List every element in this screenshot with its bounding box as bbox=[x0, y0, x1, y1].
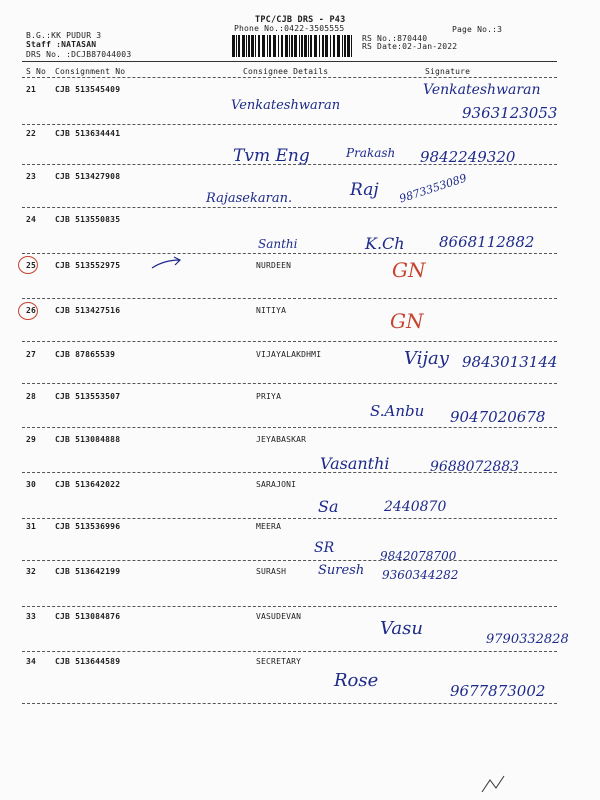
barcode-bar bbox=[319, 35, 320, 57]
row-divider bbox=[22, 472, 557, 473]
barcode-bar bbox=[337, 35, 340, 57]
handwritten-phone: 9843013144 bbox=[462, 353, 558, 371]
column-header-consignment: Consignment No bbox=[55, 67, 126, 76]
phone-number: Phone No.:0422-3505555 bbox=[234, 24, 345, 33]
barcode-bar bbox=[242, 35, 245, 57]
row-consignment-no: CJB 513634441 bbox=[55, 129, 121, 138]
barcode-bar bbox=[322, 35, 324, 57]
row-sno: 30 bbox=[26, 480, 37, 489]
barcode-bar bbox=[285, 35, 288, 57]
handwritten-signature: Rose bbox=[334, 670, 379, 691]
barcode-bar bbox=[248, 35, 250, 57]
handwritten-phone: 9363123053 bbox=[462, 104, 558, 122]
barcode-bar bbox=[351, 35, 352, 57]
barcode-bar bbox=[281, 35, 283, 57]
row-divider bbox=[22, 124, 557, 125]
row-consignee: VASUDEVAN bbox=[256, 612, 302, 621]
row-consignment-no: CJB 513536996 bbox=[55, 522, 121, 531]
row-consignment-no: CJB 513644589 bbox=[55, 657, 121, 666]
row-consignment-no: CJB 513550835 bbox=[55, 215, 121, 224]
row-sno: 27 bbox=[26, 350, 37, 359]
barcode-bar bbox=[291, 35, 293, 57]
barcode-bar bbox=[258, 35, 260, 57]
row-sno: 26 bbox=[26, 306, 37, 315]
handwritten-phone: 2440870 bbox=[384, 499, 447, 515]
row-sno: 34 bbox=[26, 657, 37, 666]
branch-label: B.G.:KK PUDUR 3 bbox=[26, 31, 102, 40]
row-sno: 24 bbox=[26, 215, 37, 224]
row-consignee: PRIYA bbox=[256, 392, 282, 401]
barcode-bar bbox=[238, 35, 240, 57]
row-divider bbox=[22, 651, 557, 652]
barcode-bar bbox=[255, 35, 256, 57]
row-consignment-no: CJB 513545409 bbox=[55, 85, 121, 94]
column-header-divider bbox=[22, 77, 557, 78]
row-consignee: NURDEEN bbox=[256, 261, 292, 270]
barcode-bar bbox=[347, 35, 350, 57]
barcode-bar bbox=[301, 35, 303, 57]
handwritten-signature: Venkateshwaran bbox=[423, 82, 541, 98]
scan-artifact bbox=[478, 772, 508, 796]
handwritten-phone: 9842249320 bbox=[420, 148, 516, 166]
row-sno: 25 bbox=[26, 261, 37, 270]
barcode-bar bbox=[273, 35, 276, 57]
barcode-bar bbox=[236, 35, 237, 57]
row-consignee: SARAJONI bbox=[256, 480, 297, 489]
handwritten-phone: 9688072883 bbox=[430, 459, 520, 475]
row-divider bbox=[22, 298, 557, 299]
rs-number: RS No.:870440 bbox=[362, 34, 428, 43]
handwritten-mark: GN bbox=[390, 309, 424, 333]
row-divider bbox=[22, 703, 557, 704]
handwritten-phone: 9360344282 bbox=[382, 568, 459, 582]
handwritten-phone: 9873353089 bbox=[397, 171, 469, 206]
row-sno: 28 bbox=[26, 392, 37, 401]
barcode-bar bbox=[330, 35, 331, 57]
row-consignee: SURASH bbox=[256, 567, 287, 576]
barcode-bar bbox=[232, 35, 235, 57]
row-consignee: VIJAYALAKDHMI bbox=[256, 350, 322, 359]
row-sno: 32 bbox=[26, 567, 37, 576]
handwritten-signature: SR bbox=[314, 540, 335, 556]
header-divider bbox=[22, 61, 557, 62]
barcode-bar bbox=[251, 35, 254, 57]
page-number: Page No.:3 bbox=[452, 25, 503, 34]
row-divider bbox=[22, 427, 557, 428]
sheet-title: TPC/CJB DRS - P43 bbox=[255, 15, 346, 25]
row-consignee: MEERA bbox=[256, 522, 282, 531]
row-sno: 33 bbox=[26, 612, 37, 621]
row-divider bbox=[22, 164, 557, 165]
barcode-bar bbox=[344, 35, 346, 57]
handwritten-name: Tvm Eng bbox=[233, 146, 310, 166]
column-header-consignee: Consignee Details bbox=[243, 67, 329, 76]
row-consignment-no: CJB 513427516 bbox=[55, 306, 121, 315]
barcode-bar bbox=[269, 35, 271, 57]
row-divider bbox=[22, 560, 557, 561]
row-divider bbox=[22, 518, 557, 519]
handwritten-signature: Suresh bbox=[318, 563, 365, 578]
row-divider bbox=[22, 341, 557, 342]
row-consignment-no: CJB 87865539 bbox=[55, 350, 116, 359]
handwritten-signature: Vasu bbox=[380, 618, 423, 639]
barcode-bar bbox=[314, 35, 317, 57]
barcode-bar bbox=[262, 35, 265, 57]
row-divider bbox=[22, 383, 557, 384]
row-consignment-no: CJB 513553507 bbox=[55, 392, 121, 401]
row-consignee: NITIYA bbox=[256, 306, 287, 315]
row-sno: 22 bbox=[26, 129, 37, 138]
handwritten-signature: S.Anbu bbox=[370, 402, 425, 420]
handwritten-signature: Vasanthi bbox=[320, 454, 390, 473]
handwritten-phone: 8668112882 bbox=[439, 233, 535, 251]
barcode-bar bbox=[267, 35, 268, 57]
row-sno: 23 bbox=[26, 172, 37, 181]
handwritten-phone: 9790332828 bbox=[486, 632, 569, 647]
barcode-bar bbox=[299, 35, 300, 57]
row-consignment-no: CJB 513552975 bbox=[55, 261, 121, 270]
handwritten-signature: Prakash bbox=[346, 146, 396, 160]
row-sno: 21 bbox=[26, 85, 37, 94]
barcode-bar bbox=[342, 35, 343, 57]
row-consignee: SECRETARY bbox=[256, 657, 302, 666]
handwritten-mark: GN bbox=[392, 258, 426, 282]
handwritten-phone: 9047020678 bbox=[450, 408, 546, 426]
handwritten-name: Venkateshwaran bbox=[231, 98, 341, 113]
row-sno: 31 bbox=[26, 522, 37, 531]
row-sno: 29 bbox=[26, 435, 37, 444]
handwritten-signature: K.Ch bbox=[365, 234, 405, 253]
rs-date: RS Date:02-Jan-2022 bbox=[362, 42, 458, 51]
barcode-bar bbox=[325, 35, 328, 57]
handwritten-signature: Raj bbox=[350, 180, 379, 200]
handwritten-name: Rajasekaran. bbox=[206, 191, 293, 206]
row-divider bbox=[22, 253, 557, 254]
row-consignment-no: CJB 513427908 bbox=[55, 172, 121, 181]
arrow-scribble bbox=[150, 256, 184, 272]
barcode-bar bbox=[310, 35, 312, 57]
handwritten-phone: 9677873002 bbox=[450, 682, 546, 700]
barcode-bar bbox=[289, 35, 290, 57]
row-consignee: JEYABASKAR bbox=[256, 435, 307, 444]
staff-label: Staff :NATASAN bbox=[26, 40, 97, 49]
barcode-image bbox=[232, 35, 356, 57]
row-consignment-no: CJB 513084888 bbox=[55, 435, 121, 444]
row-consignment-no: CJB 513084876 bbox=[55, 612, 121, 621]
barcode-bar bbox=[304, 35, 307, 57]
handwritten-signature: Vijay bbox=[404, 348, 449, 369]
row-consignment-no: CJB 513642199 bbox=[55, 567, 121, 576]
column-header-sno: S No bbox=[26, 67, 47, 76]
barcode-bar bbox=[333, 35, 335, 57]
row-divider bbox=[22, 606, 557, 607]
handwritten-phone: 9842078700 bbox=[380, 549, 457, 563]
drs-number: DRS No. :DCJB87044003 bbox=[26, 50, 132, 59]
barcode-bar bbox=[246, 35, 247, 57]
handwritten-signature: Sa bbox=[318, 497, 339, 516]
barcode-bar bbox=[278, 35, 279, 57]
column-header-signature: Signature bbox=[425, 67, 471, 76]
row-divider bbox=[22, 207, 557, 208]
row-consignment-no: CJB 513642022 bbox=[55, 480, 121, 489]
barcode-bar bbox=[308, 35, 309, 57]
handwritten-name: Santhi bbox=[258, 237, 298, 251]
barcode-bar bbox=[294, 35, 297, 57]
